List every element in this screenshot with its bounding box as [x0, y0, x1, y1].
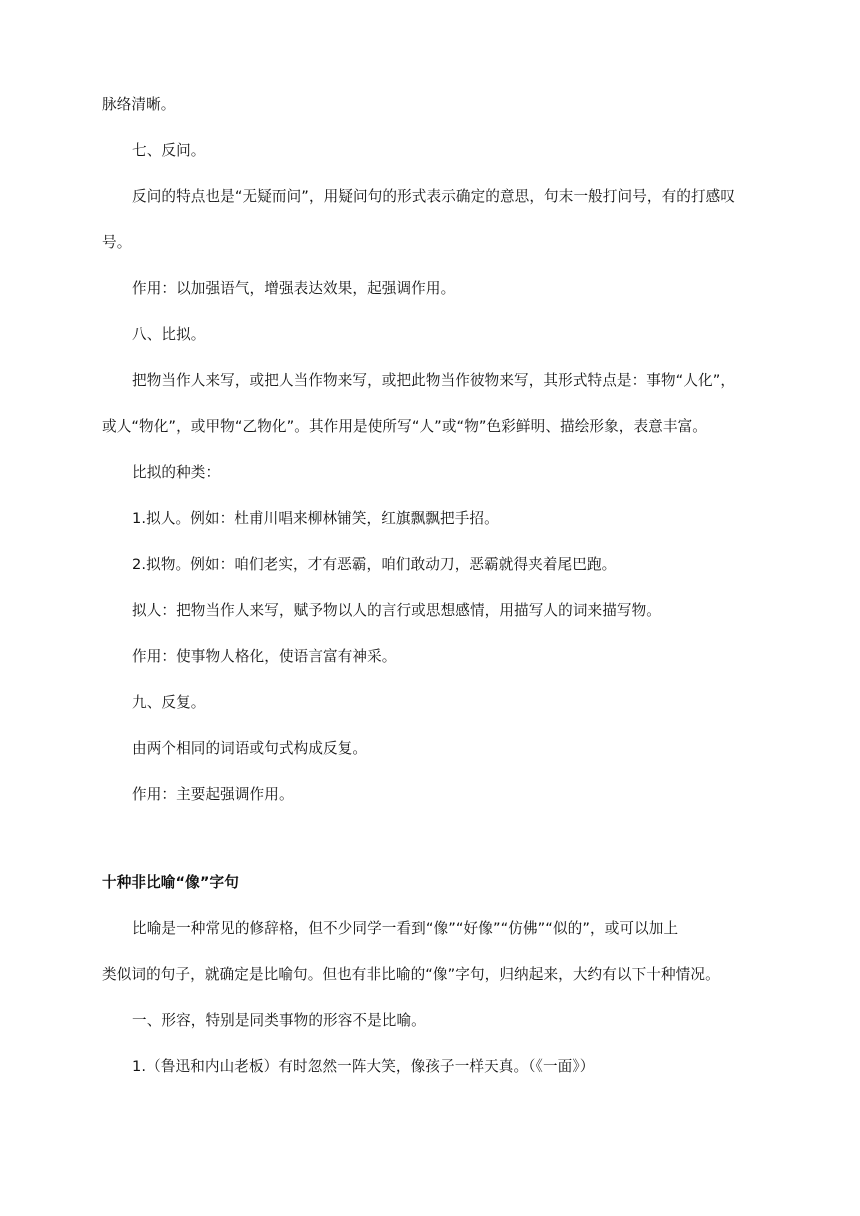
text-line: 脉络清晰。: [102, 96, 176, 113]
text-line: 作用：使事物人格化，使语言富有神采。: [132, 648, 397, 665]
text-line: 比喻是一种常见的修辞格，但不少同学一看到“像”“好像”“仿佛”“似的”，或可以加上: [132, 920, 679, 937]
text-line: 号。: [102, 234, 132, 251]
text-line: 1.拟人。例如：杜甫川唱来柳林铺笑，红旗飘飘把手招。: [132, 510, 499, 527]
text-line: 一、形容，特别是同类事物的形容不是比喻。: [132, 1012, 426, 1029]
text-line: 比拟的种类：: [132, 464, 221, 481]
article-title: 十种非比喻“像”字句: [102, 874, 239, 891]
text-line: 1.（鲁迅和内山老板）有时忽然一阵大笑，像孩子一样天真。（《一面》）: [132, 1058, 595, 1075]
section-heading: 七、反问。: [132, 142, 206, 159]
section-heading: 九、反复。: [132, 694, 206, 711]
text-line: 反问的特点也是“无疑而问”，用疑问句的形式表示确定的意思，句末一般打问号，有的打感叹: [132, 188, 736, 205]
text-line: 类似词的句子，就确定是比喻句。但也有非比喻的“像”字句，归纳起来，大约有以下十种情况。: [102, 966, 720, 983]
text-line: 或人“物化”，或甲物“乙物化”。其作用是使所写“人”或“物”色彩鲜明、描绘形象，表意丰富。: [102, 418, 707, 435]
text-line: 2.拟物。例如：咱们老实，才有恶霸，咱们敢动刀，恶霸就得夹着尾巴跑。: [132, 556, 617, 573]
text-line: 把物当作人来写，或把人当作物来写，或把此物当作彼物来写，其形式特点是：事物“人化”，: [132, 372, 736, 389]
section-heading: 八、比拟。: [132, 326, 206, 343]
text-line: 拟人：把物当作人来写，赋予物以人的言行或思想感情，用描写人的词来描写物。: [132, 602, 661, 619]
text-line: 作用：主要起强调作用。: [132, 786, 294, 803]
text-line: 由两个相同的词语或句式构成反复。: [132, 740, 368, 757]
text-line: 作用：以加强语气，增强表达效果，起强调作用。: [132, 280, 456, 297]
